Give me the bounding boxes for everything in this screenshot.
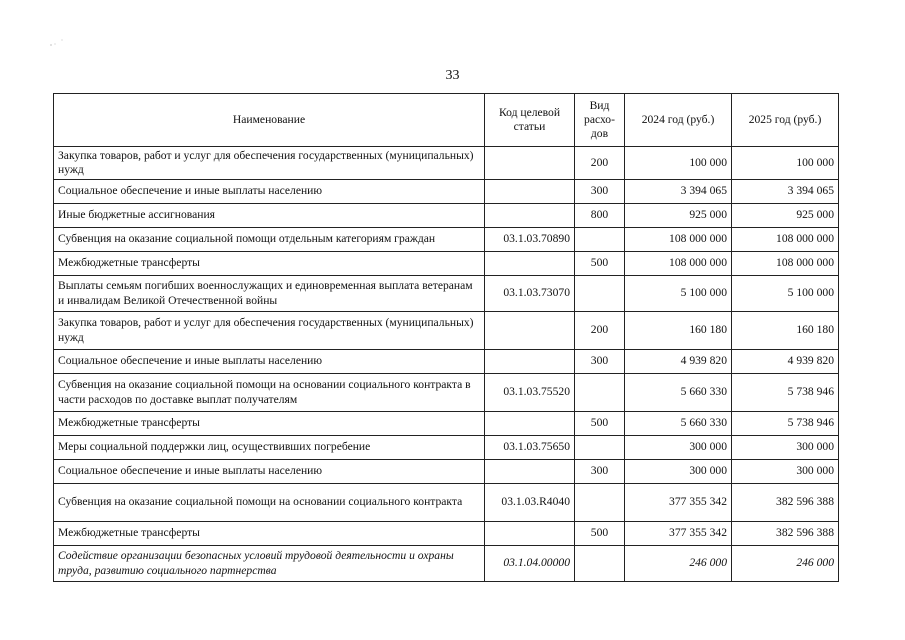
- row-type-cell: 300: [575, 460, 625, 484]
- row-name-cell: Закупка товаров, работ и услуг для обеспечения государственных (муниципальных) нужд: [54, 312, 485, 350]
- row-type-cell: 200: [575, 147, 625, 180]
- table-row: [54, 546, 839, 582]
- row-name-cell: Субвенция на оказание социальной помощи на основании социального контракта: [54, 484, 485, 522]
- row-code-cell: [485, 204, 575, 228]
- row-2024-cell: 108 000 000: [625, 252, 732, 276]
- row-name-cell: Закупка товаров, работ и услуг для обеспечения государственных (муниципальных) нужд: [54, 147, 485, 180]
- row-code-cell: [485, 460, 575, 484]
- row-2025-cell: 108 000 000: [732, 228, 839, 252]
- row-type-cell: 300: [575, 180, 625, 204]
- row-2024-cell: 5 100 000: [625, 276, 732, 312]
- row-2025-cell: 382 596 388: [732, 484, 839, 522]
- row-2024-cell: 5 660 330: [625, 412, 732, 436]
- row-name-cell: Социальное обеспечение и иные выплаты населению: [54, 460, 485, 484]
- row-name-cell: Межбюджетные трансферты: [54, 522, 485, 546]
- row-2025-cell: 5 738 946: [732, 412, 839, 436]
- row-name-cell: Меры социальной поддержки лиц, осуществивших погребение: [54, 436, 485, 460]
- row-type-cell: 500: [575, 522, 625, 546]
- row-2024-cell: 3 394 065: [625, 180, 732, 204]
- row-code-cell: [485, 252, 575, 276]
- row-code-cell: 03.1.04.00000: [485, 546, 575, 582]
- table-body: [54, 147, 839, 582]
- row-type-cell: [575, 436, 625, 460]
- header-type: Вид расхо-дов: [575, 94, 625, 147]
- table-row: [54, 484, 839, 522]
- row-code-cell: 03.1.03.70890: [485, 228, 575, 252]
- header-code: Код целевой статьи: [485, 94, 575, 147]
- row-code-cell: [485, 350, 575, 374]
- row-type-cell: [575, 374, 625, 412]
- row-name-cell: Межбюджетные трансферты: [54, 252, 485, 276]
- row-2024-cell: 5 660 330: [625, 374, 732, 412]
- table-row: [54, 350, 839, 374]
- row-code-cell: 03.1.03.R4040: [485, 484, 575, 522]
- budget-table: [53, 93, 839, 582]
- header-name: Наименование: [54, 94, 485, 147]
- row-type-cell: 500: [575, 412, 625, 436]
- row-type-cell: 200: [575, 312, 625, 350]
- row-name-cell: Выплаты семьям погибших военнослужащих и единовременная выплата ветеранам и инвалидам Великой Отечественной войны: [54, 276, 485, 312]
- row-2024-cell: 377 355 342: [625, 484, 732, 522]
- header-2024: 2024 год (руб.): [625, 94, 732, 147]
- table-row: [54, 276, 839, 312]
- row-2025-cell: 925 000: [732, 204, 839, 228]
- row-code-cell: 03.1.03.73070: [485, 276, 575, 312]
- row-2025-cell: 246 000: [732, 546, 839, 582]
- row-2025-cell: 5 100 000: [732, 276, 839, 312]
- row-2024-cell: 160 180: [625, 312, 732, 350]
- row-2025-cell: 382 596 388: [732, 522, 839, 546]
- row-2025-cell: 5 738 946: [732, 374, 839, 412]
- row-name-cell: Субвенция на оказание социальной помощи на основании социального контракта в части расходов по доставке выплат получателям: [54, 374, 485, 412]
- header-2025: 2025 год (руб.): [732, 94, 839, 147]
- row-2024-cell: 108 000 000: [625, 228, 732, 252]
- row-code-cell: [485, 412, 575, 436]
- table-row: [54, 228, 839, 252]
- table-row: [54, 252, 839, 276]
- row-name-cell: Межбюджетные трансферты: [54, 412, 485, 436]
- row-2024-cell: 4 939 820: [625, 350, 732, 374]
- row-type-cell: 800: [575, 204, 625, 228]
- scan-artifact-icon: [48, 38, 66, 48]
- row-type-cell: [575, 546, 625, 582]
- row-2025-cell: 300 000: [732, 436, 839, 460]
- row-name-cell: Субвенция на оказание социальной помощи отдельным категориям граждан: [54, 228, 485, 252]
- table-row: [54, 460, 839, 484]
- page-number: 33: [445, 68, 460, 83]
- row-code-cell: [485, 522, 575, 546]
- row-type-cell: 500: [575, 252, 625, 276]
- row-2025-cell: 108 000 000: [732, 252, 839, 276]
- row-code-cell: [485, 180, 575, 204]
- row-name-cell: Социальное обеспечение и иные выплаты населению: [54, 180, 485, 204]
- row-code-cell: 03.1.03.75650: [485, 436, 575, 460]
- row-name-cell: Социальное обеспечение и иные выплаты населению: [54, 350, 485, 374]
- row-2024-cell: 377 355 342: [625, 522, 732, 546]
- row-code-cell: 03.1.03.75520: [485, 374, 575, 412]
- row-name-cell: Содействие организации безопасных условий трудовой деятельности и охраны труда, развитию социального партнерства: [54, 546, 485, 582]
- row-2025-cell: 300 000: [732, 460, 839, 484]
- row-2025-cell: 160 180: [732, 312, 839, 350]
- row-name-cell: Иные бюджетные ассигнования: [54, 204, 485, 228]
- table-row: [54, 412, 839, 436]
- row-type-cell: [575, 484, 625, 522]
- row-2025-cell: 100 000: [732, 147, 839, 180]
- table-row: [54, 147, 839, 180]
- row-type-cell: 300: [575, 350, 625, 374]
- row-2024-cell: 300 000: [625, 436, 732, 460]
- row-2024-cell: 246 000: [625, 546, 732, 582]
- row-2025-cell: 3 394 065: [732, 180, 839, 204]
- row-2024-cell: 925 000: [625, 204, 732, 228]
- row-type-cell: [575, 228, 625, 252]
- table-row: [54, 204, 839, 228]
- table-row: [54, 436, 839, 460]
- row-code-cell: [485, 312, 575, 350]
- table-header-row: [54, 94, 839, 147]
- row-2024-cell: 300 000: [625, 460, 732, 484]
- row-code-cell: [485, 147, 575, 180]
- row-type-cell: [575, 276, 625, 312]
- row-2024-cell: 100 000: [625, 147, 732, 180]
- table-row: [54, 374, 839, 412]
- table-row: [54, 180, 839, 204]
- row-2025-cell: 4 939 820: [732, 350, 839, 374]
- table-row: [54, 522, 839, 546]
- table-row: [54, 312, 839, 350]
